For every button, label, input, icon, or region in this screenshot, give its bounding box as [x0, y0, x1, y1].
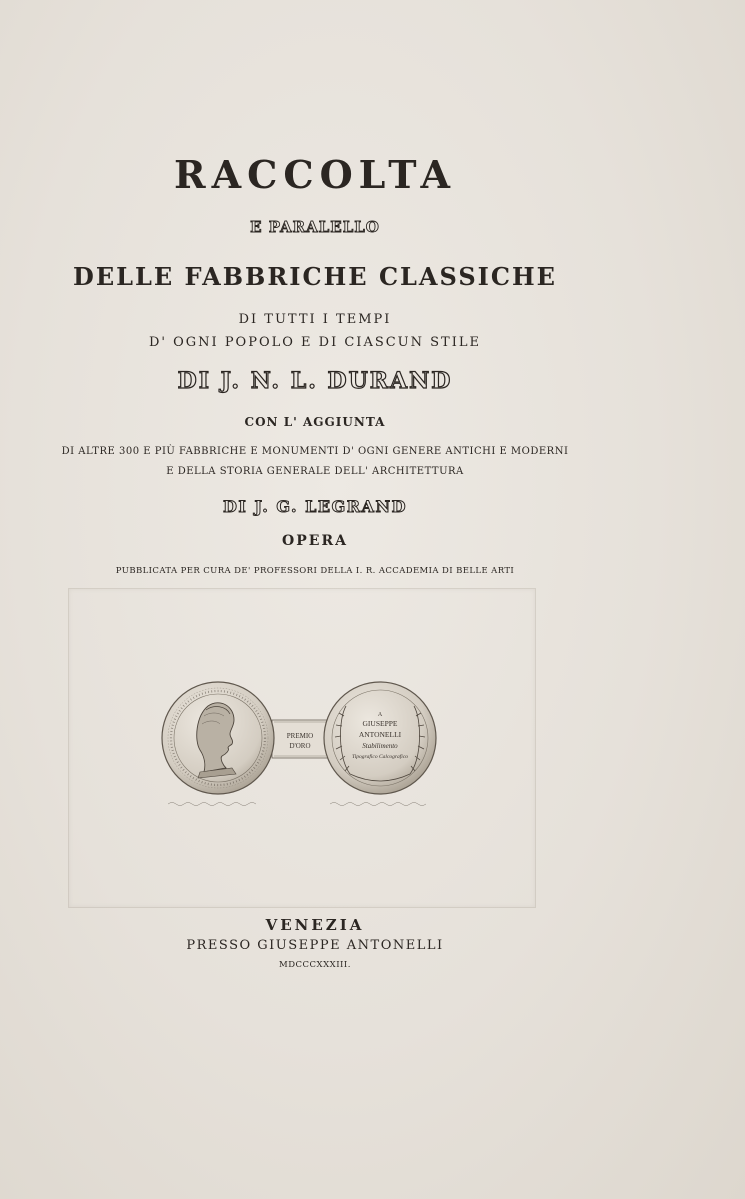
imprint-year: MDCCCXXXIII. [279, 960, 351, 970]
reverse-line-3: ANTONELLI [358, 730, 402, 739]
work-label: OPERA [282, 533, 348, 549]
medal-banner-line-2: D'ORO [289, 742, 311, 750]
medal-illustration [160, 676, 440, 816]
line-tutti-i-tempi: DI TUTTI I TEMPI [238, 312, 392, 327]
author-legrand: DI J. G. LEGRAND [223, 497, 407, 516]
reverse-line-1: A [377, 712, 383, 718]
medal-banner [272, 720, 328, 758]
subtitle: DELLE FABBRICHE CLASSICHE [73, 262, 557, 291]
author-durand: DI J. N. L. DURAND [177, 368, 453, 394]
subtitle-connector: E PARALELLO [250, 218, 380, 236]
addition-heading: CON L' AGGIUNTA [244, 415, 386, 429]
engraver-signatures [168, 803, 426, 806]
page-title: RACCOLTA [174, 152, 456, 197]
publication-note: PUBBLICATA PER CURA DE' PROFESSORI DELLA I. R. ACCADEMIA DI BELLE ARTI [115, 566, 515, 576]
reverse-line-5: Tipografico Calcografico [351, 754, 409, 760]
imprint-publisher: PRESSO GIUSEPPE ANTONELLI [186, 938, 444, 953]
imprint-city: VENEZIA [265, 916, 365, 934]
reverse-line-2: GIUSEPPE [362, 719, 398, 728]
medal-reverse [324, 682, 436, 794]
addition-line-1: DI ALTRE 300 E PIÙ FABBRICHE E MONUMENTI D' OGNI GENERE ANTICHI E MODERNI [61, 446, 569, 457]
medal-obverse [162, 682, 274, 794]
addition-line-2: E DELLA STORIA GENERALE DELL' ARCHITETTURA [166, 466, 464, 477]
line-ogni-popolo: D' OGNI POPOLO E DI CIASCUN STILE [149, 335, 481, 350]
medal-banner-line-1: PREMIO [286, 732, 314, 740]
reverse-line-4: Stabilimento [362, 742, 398, 750]
